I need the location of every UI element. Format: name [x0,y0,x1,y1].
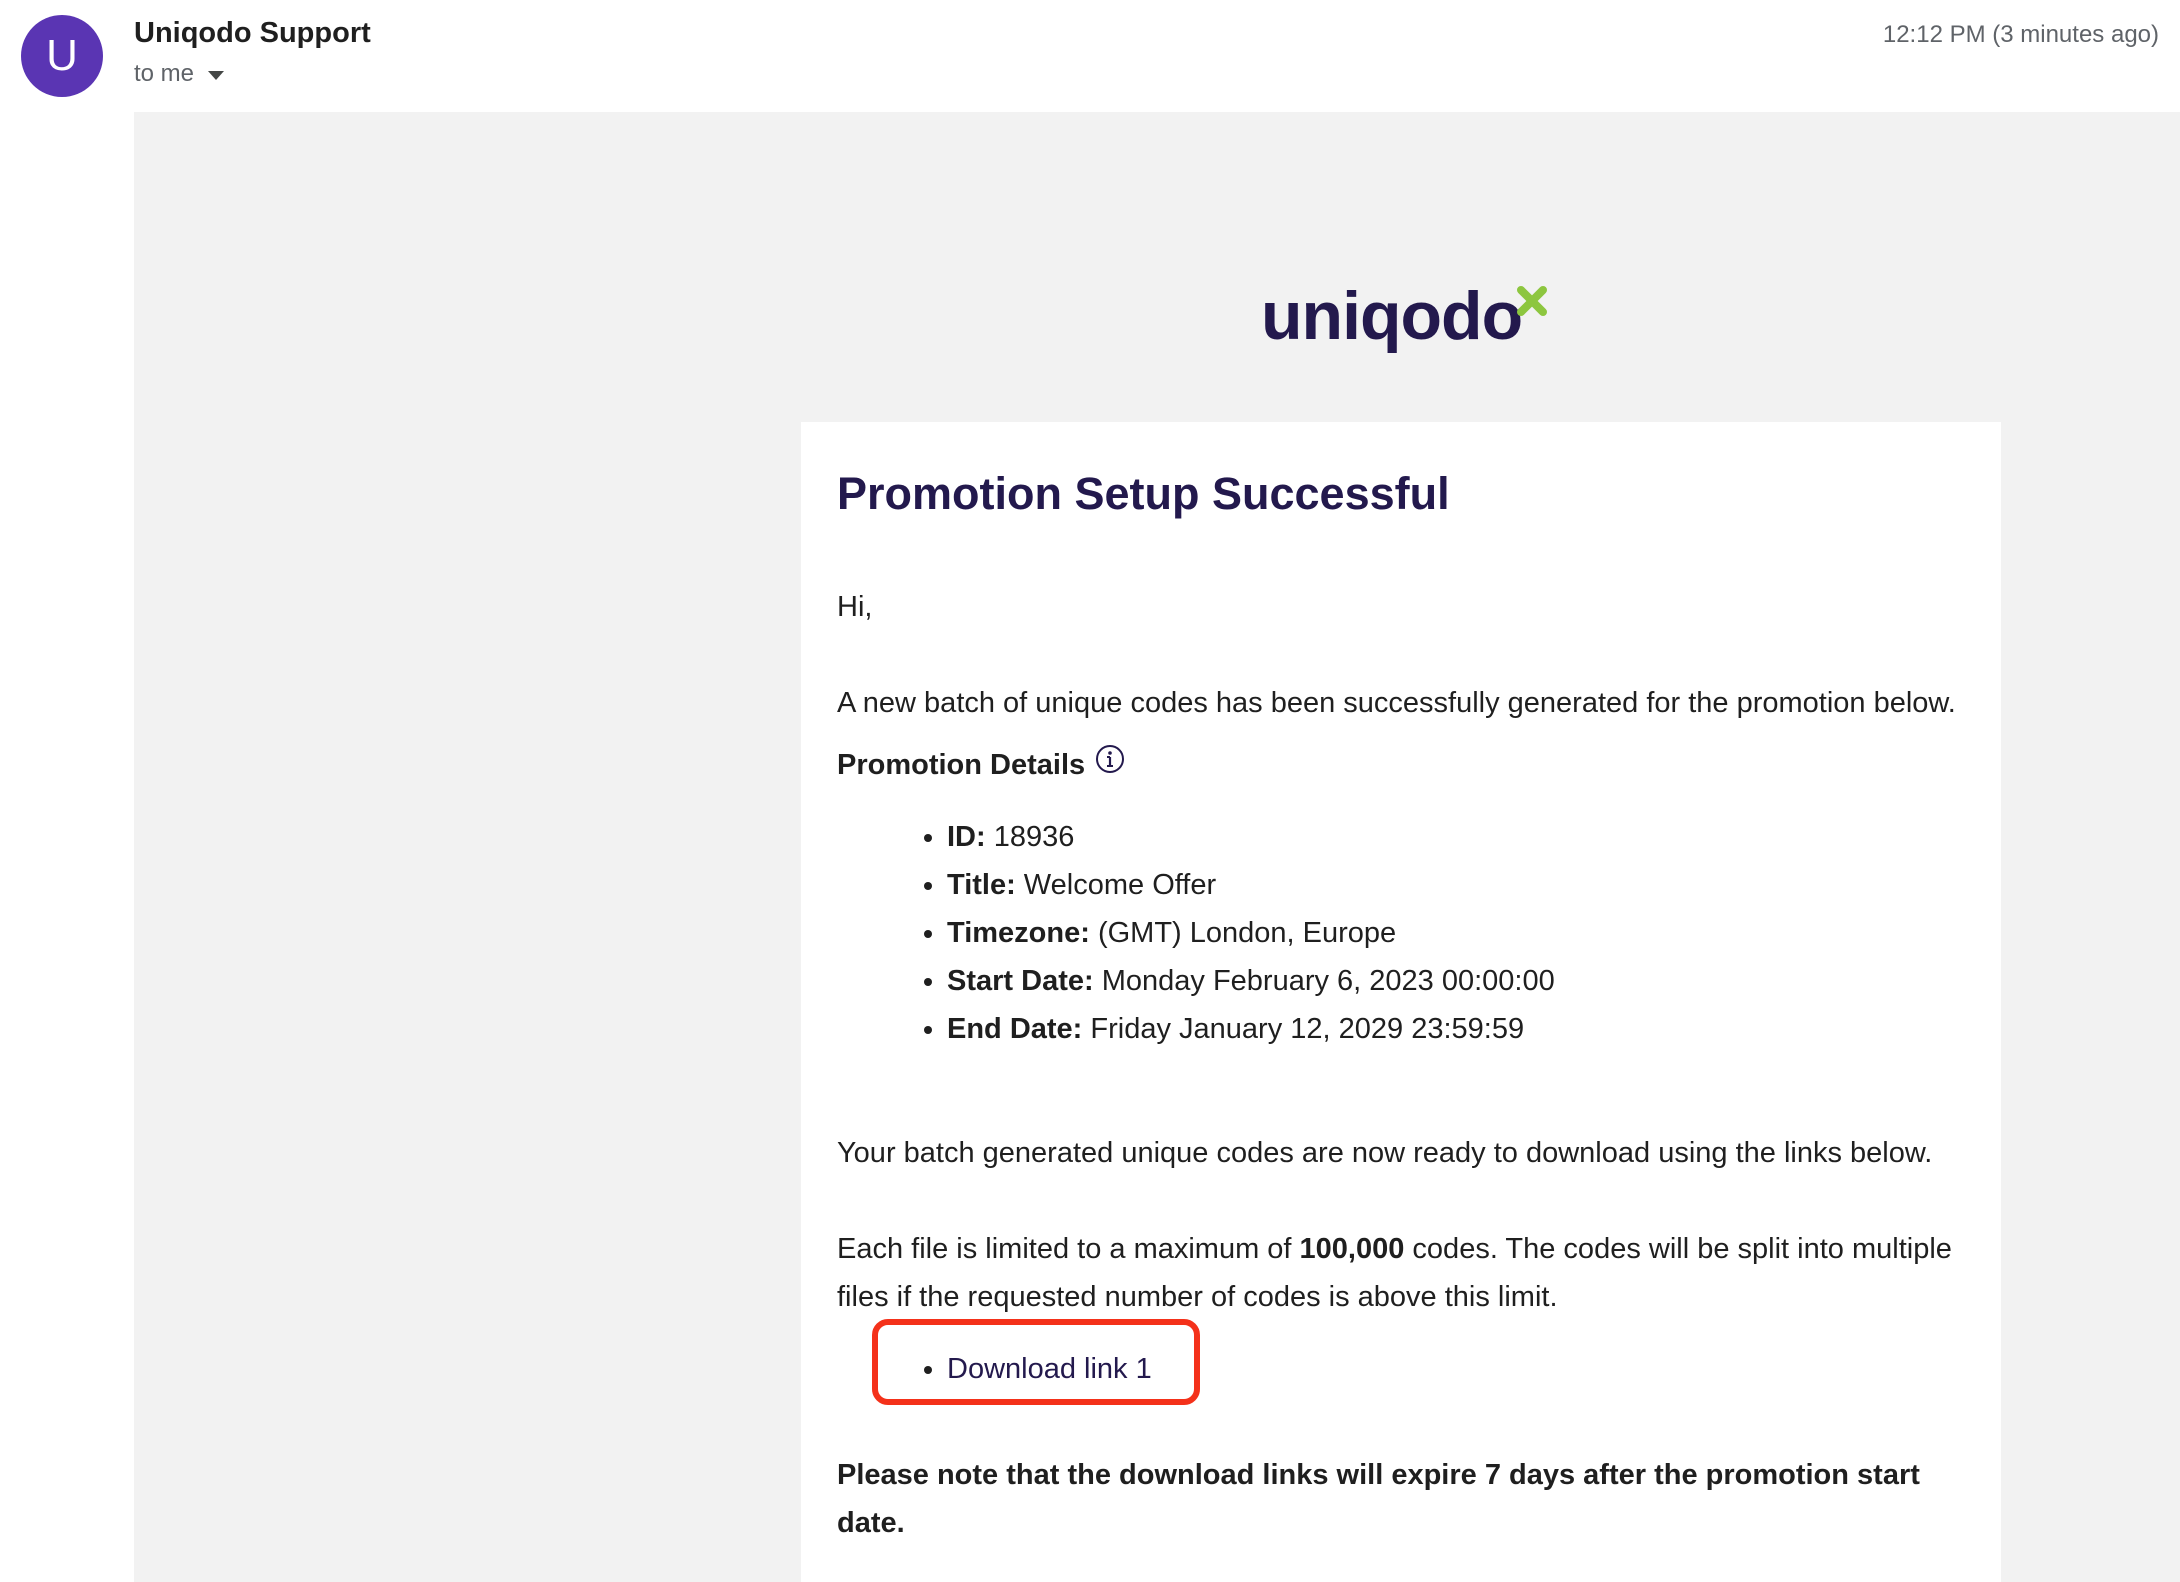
detail-value: Welcome Offer [1015,869,1217,901]
download-link-1[interactable]: Download link 1 [947,1353,1152,1385]
email-card [801,422,2001,1582]
limit-text [837,1225,1965,1321]
detail-item-end-date [947,1005,1965,1053]
detail-label: Timezone: [947,917,1090,949]
detail-value: Friday January 12, 2029 23:59:59 [1082,1013,1525,1045]
sender-name[interactable]: Uniqodo Support [134,17,371,49]
message-timestamp: 12:12 PM (3 minutes ago) [1882,21,2159,48]
recipient-label: to me [134,60,195,87]
ready-text: Your batch generated unique codes are now ready to download using the links below. [837,1137,1933,1169]
detail-label: Title: [947,869,1016,901]
detail-item-title [947,861,1965,909]
detail-label: Start Date: [947,965,1094,997]
detail-item-timezone [947,909,1965,957]
intro-text: A new batch of unique codes has been successfully generated for the promotion below. [837,687,1956,719]
detail-value: 18936 [985,821,1075,853]
uniqodo-logo [1261,282,1581,362]
promotion-details-list [837,813,1965,1053]
limit-text-after: codes. The codes will be split into multiple files if the requested number of codes is above this limit. [837,1233,1952,1313]
sender-avatar[interactable]: U [21,15,103,97]
recipient-toggle[interactable] [134,60,224,88]
limit-number: 100,000 [1299,1233,1405,1265]
detail-item-start-date [947,957,1965,1005]
detail-value: Monday February 6, 2023 00:00:00 [1093,965,1555,997]
detail-item-id [947,813,1965,861]
promotion-details-heading [837,741,1965,789]
detail-value: (GMT) London, Europe [1089,917,1397,949]
limit-text-before: Each file is limited to a maximum of [837,1233,1300,1265]
logo-wordmark: uniqodo [1261,282,1523,354]
chevron-down-icon[interactable] [208,71,224,80]
email-title: Promotion Setup Successful [837,468,1450,519]
logo-x-mark-icon [1521,290,1543,312]
greeting-text: Hi, [837,591,873,623]
email-body-canvas [134,112,2180,1582]
info-icon[interactable] [1095,744,1125,774]
download-links-list [837,1345,1965,1393]
download-link-item [947,1345,1965,1393]
email-content [837,467,1965,1547]
detail-label: End Date: [947,1013,1083,1045]
details-heading-label: Promotion Details [837,749,1086,781]
detail-label: ID: [947,821,986,853]
expiry-note: Please note that the download links will expire 7 days after the promotion start date. [837,1459,1920,1539]
